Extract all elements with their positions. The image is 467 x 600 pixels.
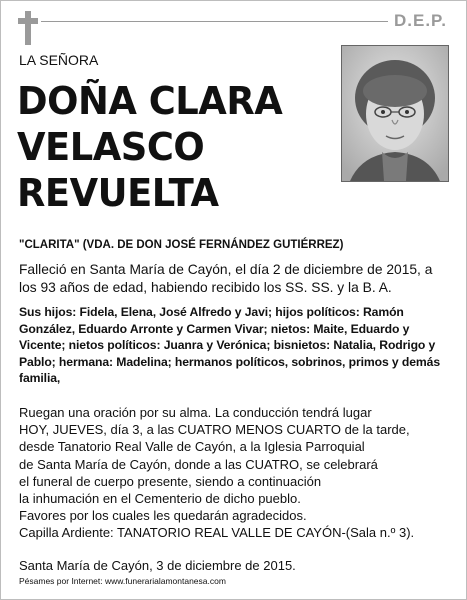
name-line: VELASCO <box>17 125 205 169</box>
portrait-image <box>342 46 448 181</box>
ceremony-line: HOY, JUEVES, día 3, a las CUATRO MENOS CUARTO de la tarde, <box>19 422 410 438</box>
ceremony-line: Ruegan una oración por su alma. La conducción tendrá lugar <box>19 405 372 420</box>
place-date: Santa María de Cayón, 3 de diciembre de 2015. <box>19 558 296 573</box>
ceremony-line: de Santa María de Cayón, donde a las CUATRO, se celebrará <box>19 456 378 472</box>
family-paragraph: Sus hijos: Fidela, Elena, José Alfredo y Javi; hijos políticos: Ramón González, Eduardo Arronte y Carmen Vivar; nietos: Maite, Eduardo y Vicente; nietos políticos: Juanra y Verónica; bisnietos: Natalia, Rodrigo y Pablo; hermana: Madelina; hermanos políticos, sobrinos, primos y demás familia, <box>19 305 441 386</box>
dep-badge: D.E.P. <box>394 11 447 30</box>
ceremony-paragraph <box>19 404 459 542</box>
ceremony-line: desde Tanatorio Real Valle de Cayón, a la Iglesia Parroquial <box>19 439 365 455</box>
alias-line: "CLARITA" (VDA. DE DON JOSÉ FERNÁNDEZ GUTIÉRREZ) <box>19 239 344 251</box>
death-paragraph: Falleció en Santa María de Cayón, el día 2 de diciembre de 2015, a los 93 años de edad, habiendo recibido los SS. SS. y la B. A. <box>19 262 433 295</box>
honorific: LA SEÑORA <box>19 52 99 68</box>
name-line: REVUELTA <box>17 171 219 215</box>
deceased-photo <box>341 45 449 182</box>
cross-icon <box>18 11 38 45</box>
ceremony-line: el funeral de cuerpo presente, siendo a continuación <box>19 473 322 489</box>
ceremony-line: Favores por los cuales les quedarán agradecidos. <box>19 508 307 524</box>
name-line: DOÑA CLARA <box>17 79 283 123</box>
ceremony-line: Capilla Ardiente: TANATORIO REAL VALLE DE CAYÓN-(Sala n.º 3). <box>19 525 415 541</box>
deceased-name <box>17 78 282 216</box>
condolences-link[interactable]: Pésames por Internet: www.funerarialamontanesa.com <box>19 576 226 586</box>
header-divider <box>41 21 388 22</box>
ceremony-line: la inhumación en el Cementerio de dicho pueblo. <box>19 491 301 507</box>
